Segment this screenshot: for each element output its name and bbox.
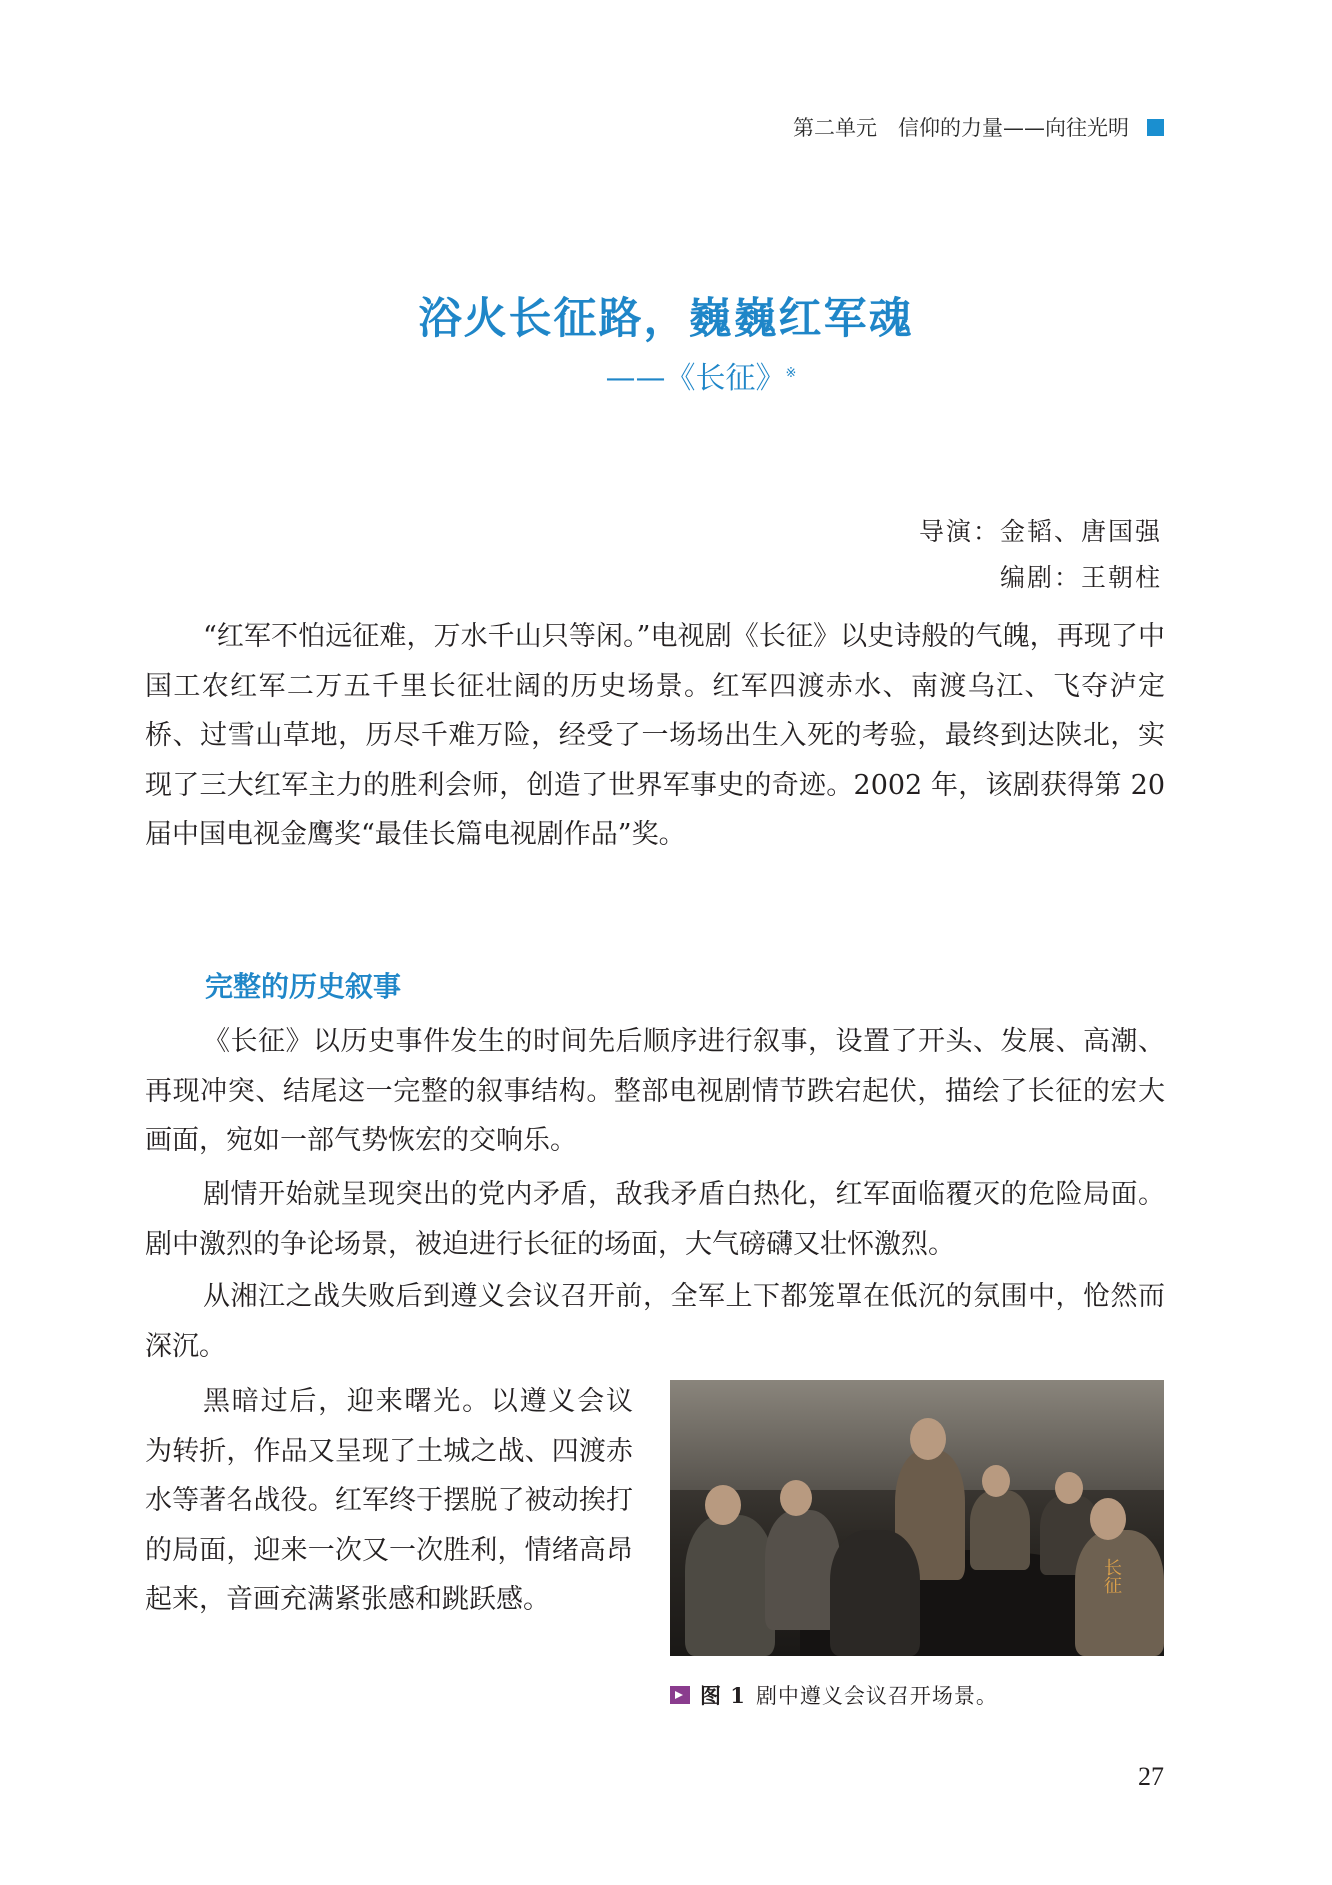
section-paragraph-3: 从湘江之战失败后到遵义会议召开前，全军上下都笼罩在低沉的氛围中，怆然而深沉。 xyxy=(145,1281,1165,1362)
intro-paragraph: “红军不怕远征难，万水千山只等闲。”电视剧《长征》以史诗般的气魄，再现了中国工农红军二万五千里长征壮阔的历史场景。红军四渡赤水、南渡乌江、飞夺泸定桥、过雪山草地，历尽千难万险，经受了一场场出生入死的考验，最终到达陕北，实现了三大红军主力的胜利会师，创造了世界军事史的奇迹。2002 年，该剧获得第 20 届中国电视金鹰奖“最佳长篇电视剧作品”奖。 xyxy=(145,621,1165,850)
figure-watermark: 长征 xyxy=(1101,1558,1122,1594)
director-credit: 导演：金韬、唐国强 xyxy=(918,517,1162,546)
footnote-mark: ※ xyxy=(785,366,797,381)
figure-person xyxy=(970,1490,1030,1570)
writer-credit: 编剧：王朝柱 xyxy=(999,563,1162,592)
figure-person xyxy=(685,1515,775,1656)
figure-caption-text: 剧中遵义会议召开场景。 xyxy=(755,1684,998,1708)
figure-label: 图 1 xyxy=(700,1683,746,1708)
page-number: 27 xyxy=(1138,1762,1164,1791)
page-subtitle xyxy=(0,353,1332,397)
figure-image xyxy=(670,1380,1164,1656)
section-paragraph-1: 《长征》以历史事件发生的时间先后顺序进行叙事，设置了开头、发展、高潮、再现冲突、结尾这一完整的叙事结构。整部电视剧情节跌宕起伏，描绘了长征的宏大画面，宛如一部气势恢宏的交响乐。 xyxy=(145,1026,1165,1156)
square-icon xyxy=(1147,119,1164,136)
page-title: 浴火长征路，巍巍红军魂 xyxy=(418,294,914,344)
subtitle-text: ——《长征》 xyxy=(605,361,786,396)
video-icon xyxy=(670,1686,690,1704)
section-paragraph-2: 剧情开始就呈现突出的党内矛盾，敌我矛盾白热化，红军面临覆灭的危险局面。剧中激烈的争论场景，被迫进行长征的场面，大气磅礴又壮怀激烈。 xyxy=(145,1179,1165,1260)
running-head-text: 第二单元 信仰的力量——向往光明 xyxy=(793,116,1129,140)
figure-person-head xyxy=(1090,1498,1126,1540)
figure-person xyxy=(830,1530,920,1656)
figure-person-head xyxy=(910,1418,946,1460)
figure-person xyxy=(765,1510,840,1630)
figure-person-head xyxy=(1055,1472,1083,1504)
running-head xyxy=(793,112,1164,142)
section-heading: 完整的历史叙事 xyxy=(205,970,402,1003)
figure-person-head xyxy=(705,1485,741,1525)
section-paragraph-4: 黑暗过后，迎来曙光。以遵义会议为转折，作品又呈现了土城之战、四渡赤水等著名战役。红军终于摆脱了被动挨打的局面，迎来一次又一次胜利，情绪高昂起来，音画充满紧张感和跳跃感。 xyxy=(145,1386,633,1615)
figure-person-head xyxy=(982,1465,1010,1497)
figure-person-head xyxy=(780,1480,812,1516)
figure-caption xyxy=(670,1680,998,1710)
